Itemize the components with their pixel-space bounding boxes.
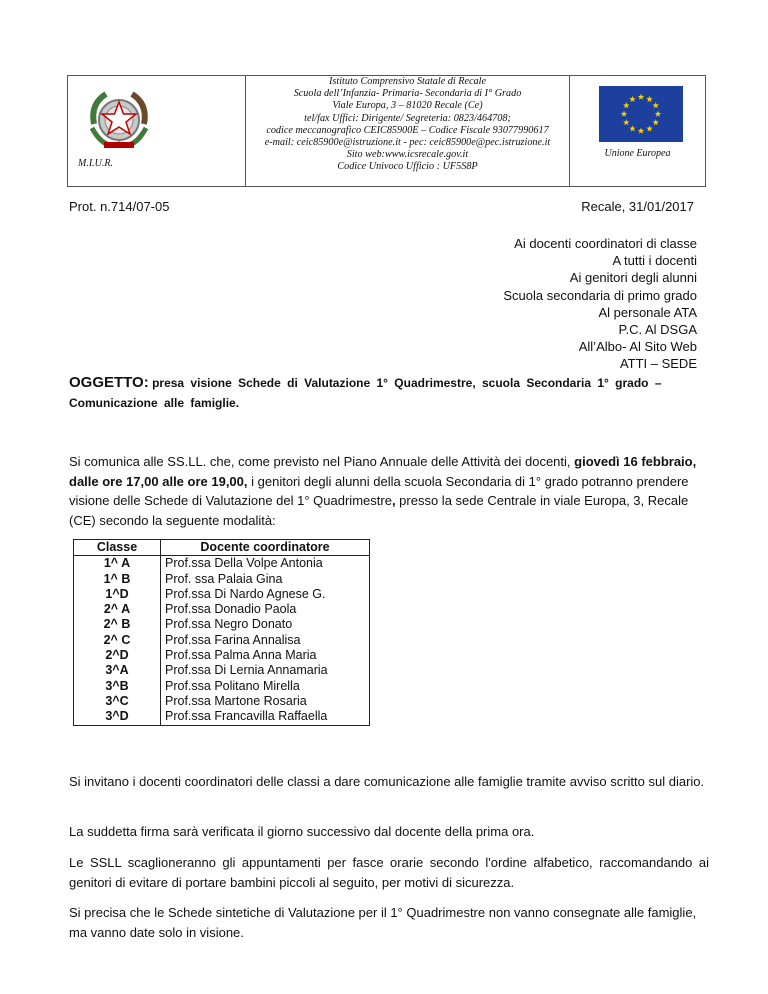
intro-comma: , [391,493,396,508]
italian-republic-emblem-icon [84,84,154,154]
column-header-classe: Classe [74,540,161,556]
institute-line: Scuola dell’Infanzia- Primaria- Secondaria di I° Grado [293,88,522,100]
table-row [74,587,370,602]
protocol-number: Prot. n.714/07-05 [69,199,170,214]
teacher-cell: Prof. ssa Palaia Gina [161,572,370,587]
intro-paragraph [69,452,709,530]
intro-text: Si comunica alle SS.LL. che, come previsto nel Piano Annuale delle Attività dei docenti, [69,454,575,469]
subject-text: presa visione Schede di Valutazione 1° Quadrimestre, scuola Secondaria 1° grado – Comunicazione alle famiglie. [69,376,662,410]
class-cell: 2^D [74,648,161,663]
subject-line [69,373,709,413]
institute-info [246,76,569,174]
intro-date-time: giovedì 16 febbraio, dalle ore 17,00 alle ore 19,00, [69,454,697,489]
recipient-line: ATTI – SEDE [619,356,697,372]
table-header-row [74,540,370,556]
table-row [74,572,370,587]
institute-line: e-mail: ceic85900e@istruzione.it - pec: ceic85900e@pec.istruzione.it [264,137,551,149]
coordinators-table [73,539,370,726]
teacher-cell: Prof.ssa Della Volpe Antonia [161,556,370,572]
body-paragraph: Le SSLL scaglioneranno gli appuntamenti per fasce orarie secondo l'ordine alfabetico, raccomandando ai genitori di evitare di portare bambini piccoli al seguito, per motivi di sicurezza. [69,855,709,890]
teacher-cell: Prof.ssa Martone Rosaria [161,694,370,709]
institute-line: codice meccanografico CEIC85900E – Codice Fiscale 93077990617 [266,124,549,136]
teacher-cell: Prof.ssa Di Nardo Agnese G. [161,587,370,602]
letterhead-right-cell [569,76,705,186]
teacher-cell: Prof.ssa Di Lernia Annamaria [161,663,370,678]
body-paragraph: Si invitano i docenti coordinatori delle classi a dare comunicazione alle famiglie tramite avviso scritto sul diario. [69,774,705,789]
recipient-line: P.C. Al DSGA [618,322,697,338]
column-header-docente: Docente coordinatore [161,540,370,556]
class-cell: 2^ C [74,633,161,648]
table-row [74,663,370,678]
teacher-cell: Prof.ssa Politano Mirella [161,679,370,694]
body-paragraph: La suddetta firma sarà verificata il giorno successivo dal docente della prima ora. [69,824,535,839]
institute-line: Sito web:www.icsrecale.gov.it [346,149,469,161]
teacher-cell: Prof.ssa Farina Annalisa [161,633,370,648]
table-row [74,694,370,709]
teacher-cell: Prof.ssa Francavilla Raffaella [161,709,370,725]
class-cell: 3^C [74,694,161,709]
class-cell: 1^ B [74,572,161,587]
institute-line: Istituto Comprensivo Statale di Recale [329,76,486,87]
institute-line: Viale Europa, 3 – 81020 Recale (Ce) [332,100,483,112]
table-row [74,633,370,648]
body-paragraph: Si precisa che le Schede sintetiche di Valutazione per il 1° Quadrimestre non vanno consegnate alle famiglie, ma vanno date solo in visione. [69,905,697,940]
class-cell: 2^ A [74,602,161,617]
table-row [74,648,370,663]
table-row [74,679,370,694]
teacher-cell: Prof.ssa Negro Donato [161,617,370,632]
class-cell: 3^D [74,709,161,725]
recipient-line: Ai docenti coordinatori di classe [514,236,697,251]
letterhead-left-cell [68,76,246,186]
subject-lead: OGGETTO: [69,374,149,391]
document-date: Recale, 31/01/2017 [581,199,694,214]
table-row [74,556,370,572]
table-row [74,602,370,617]
class-cell: 2^ B [74,617,161,632]
table-row [74,617,370,632]
intro-text: presso la sede Centrale in viale Europa, 3, Recale (CE) secondo la seguente modalità: [69,493,689,528]
table-row [74,709,370,725]
eu-label: Unione Europea [604,148,671,159]
institute-line: Codice Univoco Ufficio : UF5S8P [337,161,478,173]
class-cell: 3^A [74,663,161,678]
intro-text: i genitori degli alunni della scuola Secondaria di 1° grado potranno prendere visione delle Schede di Valutazione del 1° Quadrimestre [69,473,689,508]
recipient-line: All’Albo- Al Sito Web [578,339,697,355]
institute-line: tel/fax Uffici: Dirigente/ Segreteria: 0823/464708; [304,112,511,124]
recipient-line: Al personale ATA [598,304,697,320]
recipient-line: A tutti i docenti [612,253,697,269]
teacher-cell: Prof.ssa Donadio Paola [161,602,370,617]
eu-flag-icon [599,86,683,142]
recipients-block [503,235,697,373]
class-cell: 1^ A [74,556,161,572]
miur-label: M.I.U.R. [78,158,113,169]
teacher-cell: Prof.ssa Palma Anna Maria [161,648,370,663]
recipient-line: Scuola secondaria di primo grado [503,287,697,303]
class-cell: 3^B [74,679,161,694]
class-cell: 1^D [74,587,161,602]
recipient-line: Ai genitori degli alunni [569,270,697,286]
letterhead [67,75,706,187]
